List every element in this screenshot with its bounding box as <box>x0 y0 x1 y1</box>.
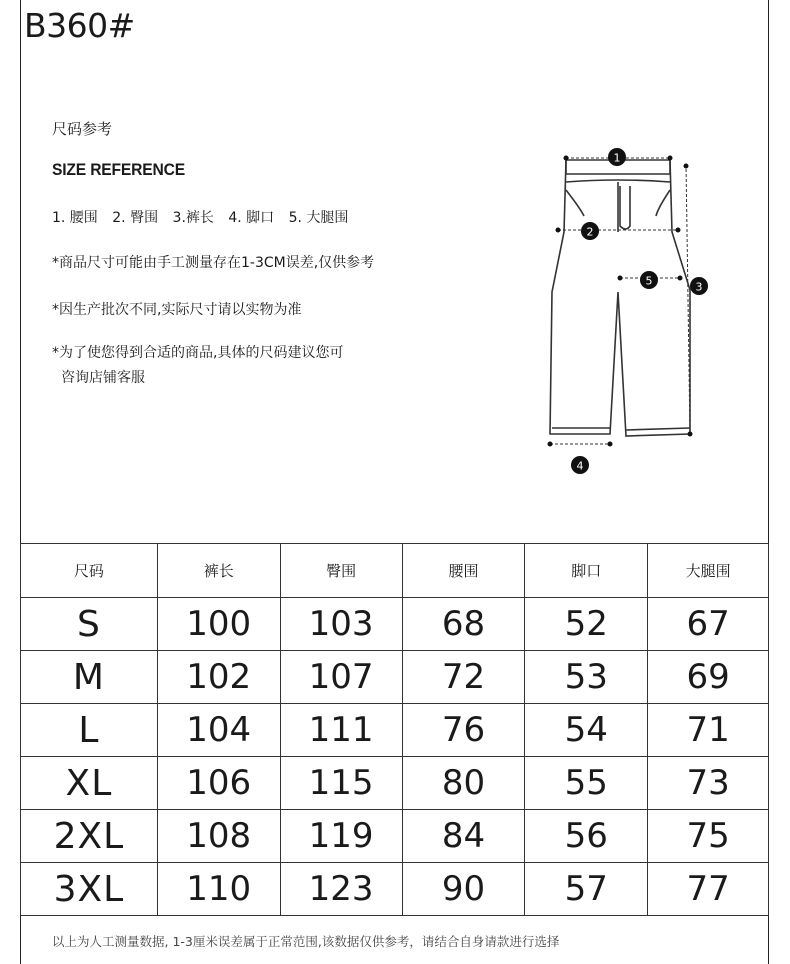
product-code: B360# <box>24 6 135 45</box>
cell-thigh: 73 <box>648 757 769 810</box>
hip-point-left <box>556 228 561 233</box>
cell-hem: 55 <box>525 757 648 810</box>
marker-3-label: 3 <box>695 280 703 294</box>
note-batch: *因生产批次不同,实际尺寸请以实物为准 <box>52 302 302 318</box>
waist-point-left <box>564 156 569 161</box>
thigh-point-left <box>618 276 623 281</box>
cell-hip: 103 <box>280 598 402 651</box>
header-waist: 腰围 <box>402 544 525 598</box>
legend-item-thigh: 5. 大腿围 <box>288 210 349 226</box>
table-row <box>21 810 769 863</box>
cell-hem: 57 <box>525 863 648 916</box>
thigh-point-right <box>678 276 683 281</box>
marker-1-label: 1 <box>613 151 621 165</box>
cell-thigh: 69 <box>648 651 769 704</box>
cell-waist: 80 <box>402 757 525 810</box>
marker-5-label: 5 <box>645 274 653 288</box>
cell-thigh: 71 <box>648 704 769 757</box>
pants-diagram <box>540 142 720 482</box>
cell-waist: 90 <box>402 863 525 916</box>
note-service <box>52 341 432 391</box>
cell-hem: 52 <box>525 598 648 651</box>
cell-length: 100 <box>157 598 280 651</box>
note-service-line2: 咨询店铺客服 <box>61 370 145 386</box>
marker-4 <box>571 456 589 474</box>
header-hem: 脚口 <box>525 544 648 598</box>
length-point-top <box>684 164 689 169</box>
cell-hem: 53 <box>525 651 648 704</box>
waist-point-right <box>668 156 673 161</box>
table-row <box>21 598 769 651</box>
legend-item-waist: 1. 腰围 <box>52 210 98 226</box>
marker-4-label: 4 <box>576 459 584 473</box>
cell-size: 3XL <box>21 863 158 916</box>
cell-waist: 72 <box>402 651 525 704</box>
cell-waist: 76 <box>402 704 525 757</box>
cell-size: XL <box>21 757 158 810</box>
marker-2-label: 2 <box>586 225 594 239</box>
hem-point-right <box>608 442 613 447</box>
cell-size: L <box>21 704 158 757</box>
hem-point-left <box>548 442 553 447</box>
header-thigh: 大腿围 <box>648 544 769 598</box>
cell-hip: 111 <box>280 704 402 757</box>
en-title: SIZE REFERENCE <box>52 160 185 179</box>
header-length: 裤长 <box>157 544 280 598</box>
cell-length: 104 <box>157 704 280 757</box>
table-row <box>21 757 769 810</box>
note-error: *商品尺寸可能由手工测量存在1-3CM误差,仅供参考 <box>52 255 375 271</box>
size-table <box>20 543 769 916</box>
marker-3 <box>690 277 708 295</box>
header-hip: 臀围 <box>280 544 402 598</box>
cell-length: 108 <box>157 810 280 863</box>
cell-hip: 119 <box>280 810 402 863</box>
marker-2 <box>581 222 599 240</box>
legend-item-hem: 4. 脚口 <box>228 210 275 226</box>
hip-point-right <box>676 228 681 233</box>
table-row <box>21 863 769 916</box>
cell-length: 110 <box>157 863 280 916</box>
cell-size: M <box>21 651 158 704</box>
measurement-legend <box>52 207 358 227</box>
cell-waist: 68 <box>402 598 525 651</box>
cell-length: 106 <box>157 757 280 810</box>
cell-thigh: 75 <box>648 810 769 863</box>
cell-size: 2XL <box>21 810 158 863</box>
footer-note: 以上为人工测量数据, 1-3厘米误差属于正常范围,该数据仅供参考，请结合自身请款进行选择 <box>52 934 560 949</box>
cell-hip: 107 <box>280 651 402 704</box>
marker-1 <box>608 148 626 166</box>
legend-item-length: 3.裤长 <box>172 210 214 226</box>
length-point-bottom <box>688 432 693 437</box>
table-row <box>21 704 769 757</box>
header-size: 尺码 <box>21 544 158 598</box>
table-row <box>21 651 769 704</box>
cell-hem: 54 <box>525 704 648 757</box>
cn-title: 尺码参考 <box>52 120 113 138</box>
cell-thigh: 77 <box>648 863 769 916</box>
pants-outline <box>550 160 690 436</box>
marker-5 <box>640 271 658 289</box>
cell-hip: 123 <box>280 863 402 916</box>
cell-thigh: 67 <box>648 598 769 651</box>
note-service-line1: *为了使您得到合适的商品,具体的尺码建议您可 <box>52 345 344 361</box>
cell-size: S <box>21 598 158 651</box>
cell-waist: 84 <box>402 810 525 863</box>
cell-hem: 56 <box>525 810 648 863</box>
table-header-row <box>21 544 769 598</box>
legend-item-hip: 2. 臀围 <box>112 210 159 226</box>
cell-length: 102 <box>157 651 280 704</box>
cell-hip: 115 <box>280 757 402 810</box>
